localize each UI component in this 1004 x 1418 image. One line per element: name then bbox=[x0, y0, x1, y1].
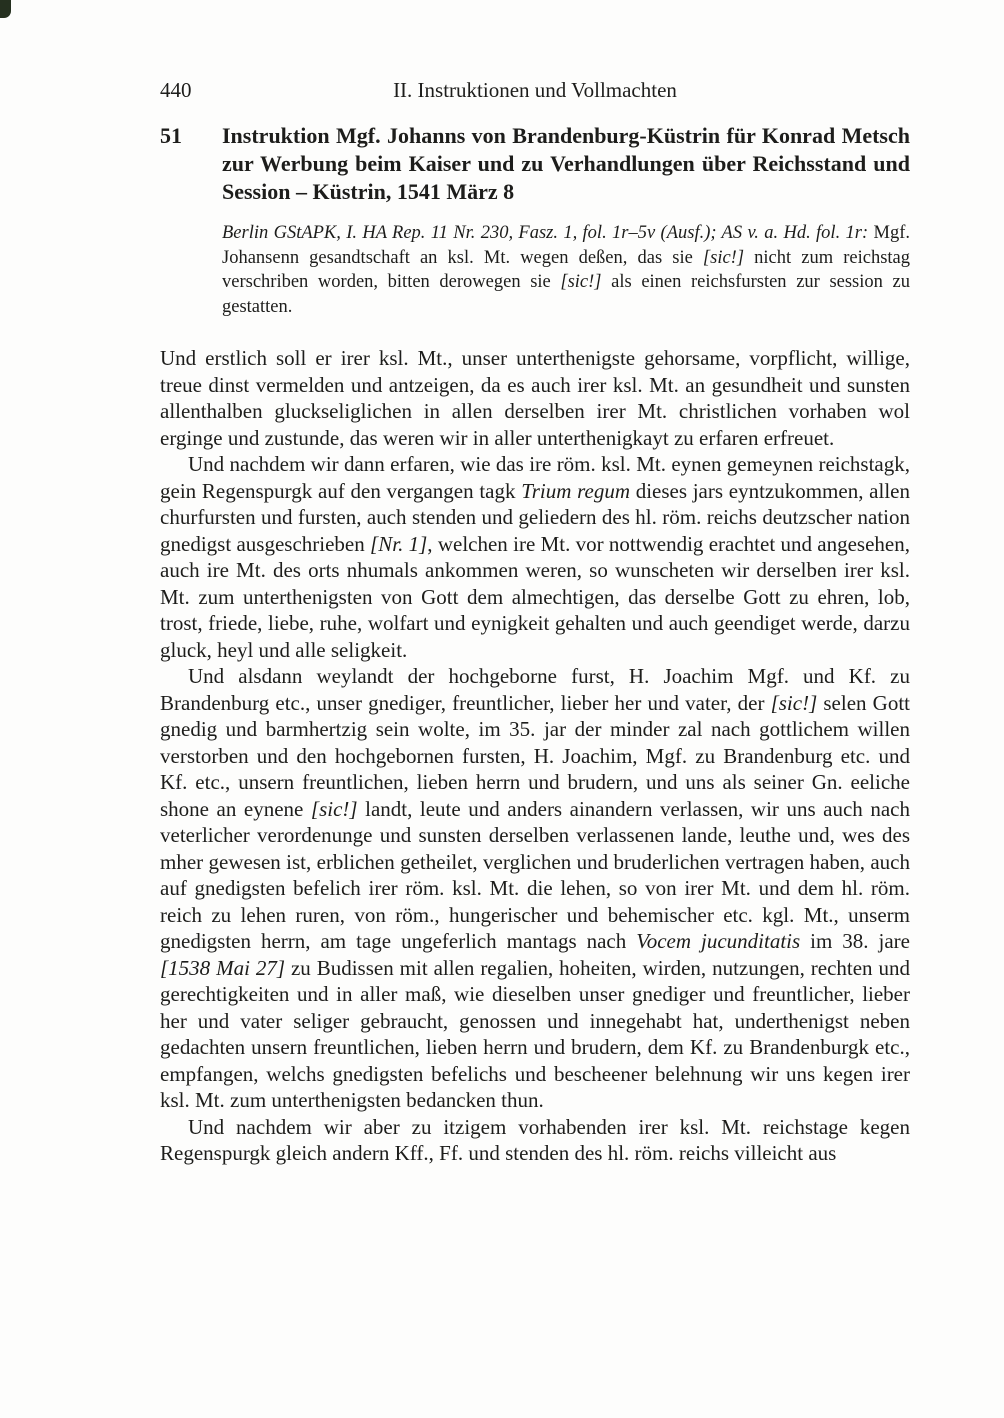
latin-term: Trium regum bbox=[521, 478, 630, 503]
body-paragraph-2 bbox=[160, 451, 910, 663]
entry-number: 51 bbox=[160, 123, 182, 148]
page-number: 440 bbox=[160, 78, 192, 102]
running-header bbox=[160, 76, 910, 104]
text-segment: Und nachdem wir aber zu itzigem vorhabenden irer ksl. Mt. reichstage kegen Regenspurgk gleich andern Kff., Ff. und stenden des hl. röm. reichs villeicht aus bbox=[160, 1114, 910, 1165]
source-note-archive-reference: Berlin GStAPK, I. HA Rep. 11 Nr. 230, Fasz. 1, fol. 1r–5v (Ausf.); AS v. a. Hd. fol. 1r: bbox=[222, 223, 874, 243]
sic-marker: [sic!] bbox=[560, 272, 602, 292]
body-paragraph-4 bbox=[160, 1114, 910, 1167]
entry-heading bbox=[160, 122, 910, 206]
entry-title: Instruktion Mgf. Johanns von Brandenburg-Küstrin für Konrad Metsch zur Werbung beim Kaiser und zu Verhandlungen über Reichsstand und Session – Küstrin, 1541 März 8 bbox=[222, 123, 910, 204]
text-segment: , welchen ire Mt. vor nottwendig erachtet und angesehen, auch ire Mt. des orts nhumals ankommen weren, so wunscheten wir derselben irer ksl. Mt. zum unterthenigsten von Gott dem almechtigen, das derselbe Gott zu ehren, lob, trost, friede, liebe, ruhe, wolfart und eynigkeit gehalten und auch geendiget werde, darzu gluck, heyl und alle seligkeit. bbox=[160, 531, 910, 662]
text-segment: selen Gott gnedig und barmhertzig sein wolte, im 35. jar der minder zal nach gottlichem willen verstorben und den hochgebornen fursten, H. Joachim, Mgf. zu Brandenburg etc. und Kf. etc., unsern freuntlichen, lieben herrn und brudern, und uns als seiner Gn. eeliche shone an eynene bbox=[160, 690, 910, 821]
text-segment: dieses jars eyntzukommen, allen churfursten und fursten, auch stenden und geliedern des hl. röm. reichs deutzscher nation gnedigst ausgeschrieben bbox=[160, 478, 910, 556]
body-paragraph-3 bbox=[160, 663, 910, 1114]
text-segment: als einen reichsfursten zur session zu gestatten. bbox=[222, 272, 910, 317]
text-segment: zu Budissen mit allen regalien, hoheiten, wirden, nutzungen, rechten und gerechtigkeiten und in aller maß, wie dieselben unser gnediger und freuntlicher, lieber her und vater seliger gebraucht, genossen und innegehabt hat, underthenigst neben gedachten unsern freuntlichen, lieben herrn und brudern, dem Kf. zu Brandenburgk etc., empfangen, welchs gnedigsten befelichs und bescheener belehnung wir uns kegen irer ksl. Mt. zum unterthenigsten bedancken thun. bbox=[160, 955, 910, 1112]
editorial-date: [1538 Mai 27] bbox=[160, 955, 286, 980]
sic-marker: [sic!] bbox=[770, 690, 818, 715]
sic-marker: [sic!] bbox=[310, 796, 358, 821]
text-segment: landt, leute und anders ainandern verlassen, wir uns auch nach veterlicher verordenunge und sunsten derselben verlassenen lande, leuthe und, wes des mher gewesen ist, erblichen getheilet, verglichen und bruderlichen vertragen haben, auch auf gnedigsten befelich irer röm. ksl. Mt. die lehen, so von irer Mt. und dem hl. röm. reich zu lehen ruren, von röm., hungerischer und behemischer etc. kgl. Mt., unserm gnedigsten herrn, am tage ungeferlich mantags nach bbox=[160, 796, 910, 953]
text-segment: nicht zum reichstag verschriben worden, bitten derowegen sie bbox=[222, 247, 910, 292]
running-header-title: II. Instruktionen und Vollmachten bbox=[393, 78, 677, 102]
text-segment: Mgf. Johansenn gesandtschaft an ksl. Mt. wegen deßen, das sie bbox=[222, 223, 910, 268]
text-segment: Und alsdann weylandt der hochgeborne furst, H. Joachim Mgf. und Kf. zu Brandenburg etc., unser gnediger, freuntlicher, lieber her und vater, der bbox=[160, 664, 910, 715]
sic-marker: [sic!] bbox=[702, 247, 745, 268]
body-paragraph-1 bbox=[160, 345, 910, 451]
book-page bbox=[160, 0, 910, 1167]
document-body bbox=[160, 345, 910, 1167]
text-segment: im 38. jare bbox=[800, 929, 910, 953]
editorial-reference: [Nr. 1] bbox=[370, 531, 428, 556]
latin-term: Vocem jucunditatis bbox=[636, 929, 801, 953]
source-note bbox=[222, 221, 910, 319]
text-segment: Und erstlich soll er irer ksl. Mt., unser unterthenigste gehorsame, vorpflicht, willige, treue dinst vermelden und antzeigen, da es auch irer ksl. Mt. an gesundheit und sunsten allenthalben gluckseliglichen in allen derselben irer Mt. christlichen vorhaben wol erginge und zustunde, das weren wir in aller unterthenigkayt zu erfaren erfreuet. bbox=[160, 346, 910, 450]
scan-artifact-corner bbox=[0, 0, 11, 18]
text-segment: Und nachdem wir dann erfaren, wie das ire röm. ksl. Mt. eynen gemeynen reichstagk, gein Regenspurgk auf den vergangen tagk bbox=[160, 452, 910, 503]
